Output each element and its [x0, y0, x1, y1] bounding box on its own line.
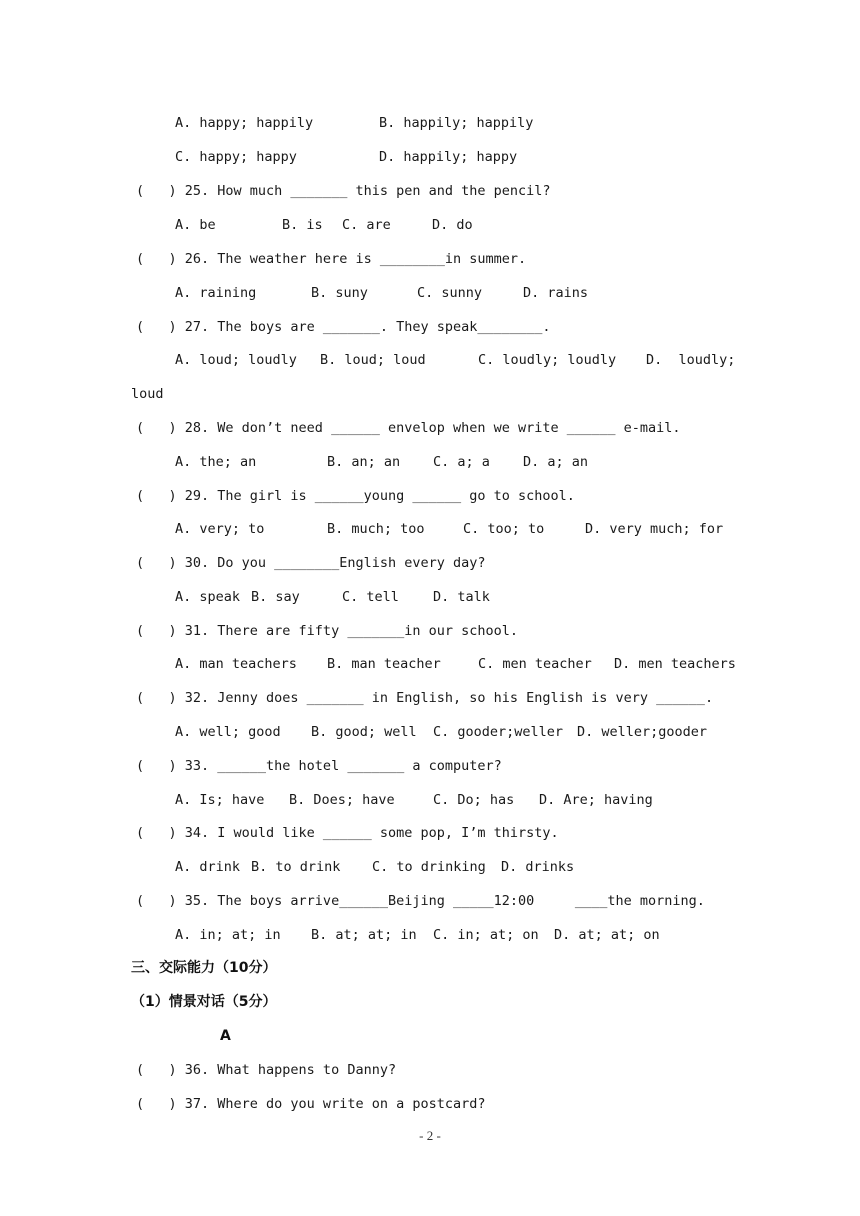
options-line-24b: C. happy; happy — [175, 149, 297, 165]
subsection-title: （1）情景对话（5分） — [131, 994, 277, 1010]
options-30-b: B. say — [251, 589, 300, 605]
question-28: ( ) 28. We don’t need ______ envelop when we write ______ e-mail. — [136, 420, 681, 436]
options-35-c: C. in; at; on — [433, 927, 539, 943]
options-25-a: A. be — [175, 217, 216, 233]
options-27-d: D. loudly; — [646, 352, 736, 368]
options-28-a: A. the; an — [175, 454, 257, 470]
options-32-c: C. gooder;weller — [433, 724, 564, 740]
page-number: - 2 - — [419, 1128, 441, 1143]
options-26-a: A. raining — [175, 285, 257, 301]
options-26-d: D. rains — [523, 285, 589, 301]
options-33-c: C. Do; has — [433, 792, 515, 808]
options-28-b: B. an; an — [327, 454, 401, 470]
options-28-c: C. a; a — [433, 454, 490, 470]
options-32-d: D. weller;gooder — [577, 724, 708, 740]
options-29-b: B. much; too — [327, 521, 425, 537]
options-35-d: D. at; at; on — [554, 927, 660, 943]
options-27-a: A. loud; loudly — [175, 352, 297, 368]
options-line-24a: A. happy; happily — [175, 115, 314, 131]
question-34: ( ) 34. I would like ______ some pop, I’m thirsty. — [136, 825, 559, 841]
options-34-d: D. drinks — [501, 859, 575, 875]
options-31-a: A. man teachers — [175, 656, 297, 672]
question-29: ( ) 29. The girl is ______young ______ go to school. — [136, 488, 575, 504]
section-title: 三、交际能力（10分） — [131, 960, 277, 976]
options-29-a: A. very; to — [175, 521, 265, 537]
question-30: ( ) 30. Do you ________English every day? — [136, 555, 486, 571]
options-25-c: C. are — [342, 217, 391, 233]
question-31: ( ) 31. There are fifty _______in our school. — [136, 623, 519, 639]
options-25-b: B. is — [282, 217, 323, 233]
question-32: ( ) 32. Jenny does _______ in English, so his English is very ______. — [136, 690, 714, 706]
options-35-a: A. in; at; in — [175, 927, 281, 943]
options-35-b: B. at; at; in — [311, 927, 417, 943]
question-26: ( ) 26. The weather here is ________in summer. — [136, 251, 527, 267]
options-31-b: B. man teacher — [327, 656, 441, 672]
options-29-d: D. very much; for — [585, 521, 724, 537]
options-32-b: B. good; well — [311, 724, 417, 740]
options-33-d: D. Are; having — [539, 792, 653, 808]
options-30-a: A. speak — [175, 589, 241, 605]
question-33: ( ) 33. ______the hotel _______ a computer? — [136, 758, 502, 774]
question-35: ( ) 35. The boys arrive______Beijing _____12:00 ____the morning. — [136, 893, 705, 909]
options-25-d: D. do — [432, 217, 473, 233]
options-27-c: C. loudly; loudly — [478, 352, 617, 368]
question-36: ( ) 36. What happens to Danny? — [136, 1062, 397, 1078]
part-label: A — [220, 1028, 231, 1044]
options-32-a: A. well; good — [175, 724, 281, 740]
options-26-b: B. suny — [311, 285, 368, 301]
options-33-b: B. Does; have — [289, 792, 395, 808]
options-30-c: C. tell — [342, 589, 399, 605]
options-30-d: D. talk — [433, 589, 490, 605]
options-line-24a-b: B. happily; happily — [379, 115, 534, 131]
options-28-d: D. a; an — [523, 454, 589, 470]
options-line-24b-d: D. happily; happy — [379, 149, 518, 165]
options-26-c: C. sunny — [417, 285, 483, 301]
options-29-c: C. too; to — [463, 521, 545, 537]
question-25: ( ) 25. How much _______ this pen and the pencil? — [136, 183, 551, 199]
options-33-a: A. Is; have — [175, 792, 265, 808]
options-31-c: C. men teacher — [478, 656, 592, 672]
options-27-continuation: loud — [131, 386, 164, 402]
question-37: ( ) 37. Where do you write on a postcard? — [136, 1096, 486, 1112]
options-34-a: A. drink — [175, 859, 241, 875]
options-34-b: B. to drink — [251, 859, 341, 875]
options-27-b: B. loud; loud — [320, 352, 426, 368]
options-31-d: D. men teachers — [614, 656, 736, 672]
question-27: ( ) 27. The boys are _______. They speak________. — [136, 319, 551, 335]
options-34-c: C. to drinking — [372, 859, 486, 875]
